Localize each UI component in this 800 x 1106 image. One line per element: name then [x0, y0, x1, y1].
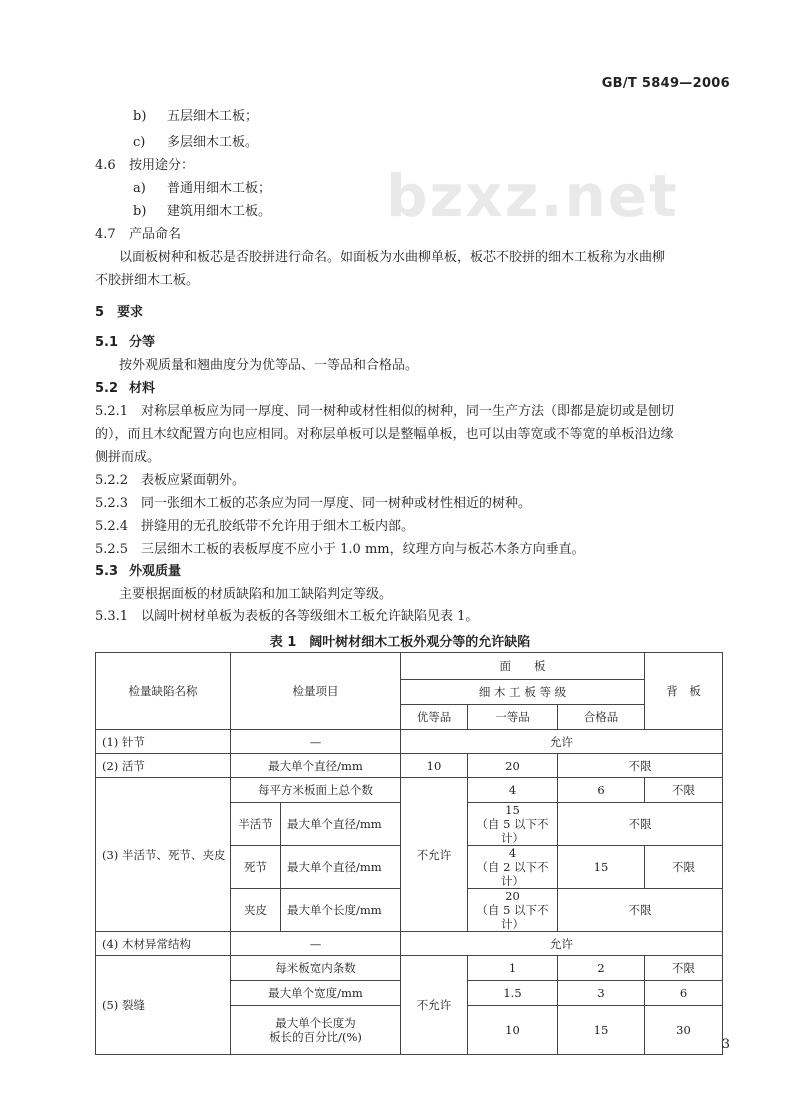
table-row: [96, 653, 723, 680]
list-item: b) 建筑用细木工板。: [133, 204, 272, 219]
table-row: [96, 730, 723, 754]
tolerance-value: 不允许: [401, 956, 468, 1055]
section-5-heading: 5 要求: [95, 305, 144, 320]
tolerance-value: 10: [468, 1006, 558, 1055]
clause-5-2-2: 5.2.2 表板应紧面朝外。: [95, 473, 246, 488]
tolerance-value: 允许: [401, 932, 723, 956]
tolerance-value: 不限: [558, 803, 723, 846]
tolerance-value: 15: [558, 846, 645, 889]
check-item: 最大单个长度为 板长的百分比/(%): [231, 1006, 401, 1055]
table-caption: 表 1 阔叶树材细木工板外观分等的允许缺陷: [269, 635, 531, 650]
tolerance-value: 15 （自 5 以下不计）: [468, 803, 558, 846]
tolerance-value: 30: [645, 1006, 723, 1055]
clause-5-2-4: 5.2.4 拼缝用的无孔胶纸带不允许用于细木工板内部。: [95, 519, 415, 534]
tolerance-value: 不限: [558, 754, 723, 778]
header-grade-2: 一等品: [468, 705, 558, 730]
clause-5-2-1: 5.2.1 对称层单板应为同一厚度、同一树种或材性相似的树种，同一生产方法（即都是旋切或是刨切: [95, 404, 675, 419]
defects-table: [95, 652, 723, 1055]
section-4-7: 4.7 产品命名: [95, 227, 182, 242]
tolerance-value: 4: [468, 778, 558, 803]
paragraph-line: 侧拼而成。: [95, 450, 161, 465]
tolerance-value: 不限: [645, 778, 723, 803]
tolerance-value: 不限: [645, 956, 723, 981]
tolerance-value: 6: [558, 778, 645, 803]
tolerance-value: 不限: [558, 889, 723, 932]
tolerance-value: 1: [468, 956, 558, 981]
check-item: 最大单个直径/mm: [281, 803, 401, 846]
sub-defect-name: 死节: [231, 846, 281, 889]
watermark: bzxz.net: [386, 162, 679, 230]
check-item: —: [231, 932, 401, 956]
list-item: b) 五层细木工板；: [133, 109, 259, 124]
tolerance-value: 20 （自 5 以下不计）: [468, 889, 558, 932]
tolerance-value: 15: [558, 1006, 645, 1055]
header-grade-1: 优等品: [401, 705, 468, 730]
list-item: c) 多层细木工板。: [133, 135, 259, 150]
tolerance-value: 不限: [645, 846, 723, 889]
check-item: 最大单个长度/mm: [281, 889, 401, 932]
paragraph-line: 主要根据面板的材质缺陷和加工缺陷判定等级。: [119, 587, 393, 602]
table-row: [96, 754, 723, 778]
tolerance-value: 允许: [401, 730, 723, 754]
header-defect-name: 检量缺陷名称: [96, 653, 231, 730]
header-back: 背 板: [645, 653, 723, 730]
tolerance-value: 2: [558, 956, 645, 981]
tolerance-value: 不允许: [401, 778, 468, 932]
tolerance-value: 4 （自 2 以下不计）: [468, 846, 558, 889]
tolerance-value: 10: [401, 754, 468, 778]
defect-name: (3) 半活节、死节、夹皮: [96, 778, 231, 932]
list-item: a) 普通用细木工板；: [133, 181, 272, 196]
sub-defect-name: 半活节: [231, 803, 281, 846]
section-5-2-heading: 5.2 材料: [95, 381, 156, 396]
paragraph-line: 以面板树种和板芯是否胶拼进行命名。如面板为水曲柳单板，板芯不胶拼的细木工板称为水曲柳: [119, 250, 666, 265]
section-5-3-heading: 5.3 外观质量: [95, 564, 182, 579]
section-4-6: 4.6 按用途分：: [95, 158, 195, 173]
check-item: 最大单个直径/mm: [281, 846, 401, 889]
table-row: [96, 778, 723, 803]
header-face: 面 板: [401, 653, 645, 680]
clause-5-3-1: 5.3.1 以阔叶树材单板为表板的各等级细木工板允许缺陷见表 1。: [95, 609, 479, 624]
clause-5-2-5: 5.2.5 三层细木工板的表板厚度不应小于 1.0 mm，纹理方向与板芯木条方向垂直。: [95, 542, 585, 557]
paragraph-line: 按外观质量和翘曲度分为优等品、一等品和合格品。: [119, 358, 419, 373]
defect-name: (2) 活节: [96, 754, 231, 778]
section-5-1-heading: 5.1 分等: [95, 335, 156, 350]
clause-5-2-3: 5.2.3 同一张细木工板的芯条应为同一厚度、同一树种或材性相近的树种。: [95, 496, 532, 511]
defect-name: (1) 针节: [96, 730, 231, 754]
page-number: 3: [721, 1037, 730, 1052]
check-item: —: [231, 730, 401, 754]
table-row: [96, 932, 723, 956]
tolerance-value: 3: [558, 981, 645, 1006]
header-check-item: 检量项目: [231, 653, 401, 730]
defect-name: (5) 裂缝: [96, 956, 231, 1055]
tolerance-value: 6: [645, 981, 723, 1006]
tolerance-value: 20: [468, 754, 558, 778]
check-item: 最大单个直径/mm: [231, 754, 401, 778]
defect-name: (4) 木材异常结构: [96, 932, 231, 956]
header-grade: 细 木 工 板 等 级: [401, 680, 645, 705]
standard-code: GB/T 5849—2006: [601, 76, 730, 91]
check-item: 最大单个宽度/mm: [231, 981, 401, 1006]
check-item: 每米板宽内条数: [231, 956, 401, 981]
tolerance-value: 1.5: [468, 981, 558, 1006]
header-grade-3: 合格品: [558, 705, 645, 730]
check-item: 每平方米板面上总个数: [231, 778, 401, 803]
sub-defect-name: 夹皮: [231, 889, 281, 932]
paragraph-line: 的），而且木纹配置方向也应相同。对称层单板可以是整幅单板，也可以由等宽或不等宽的单板沿边缘: [95, 427, 674, 442]
paragraph-line: 不胶拼细木工板。: [95, 273, 200, 288]
table-row: [96, 956, 723, 981]
